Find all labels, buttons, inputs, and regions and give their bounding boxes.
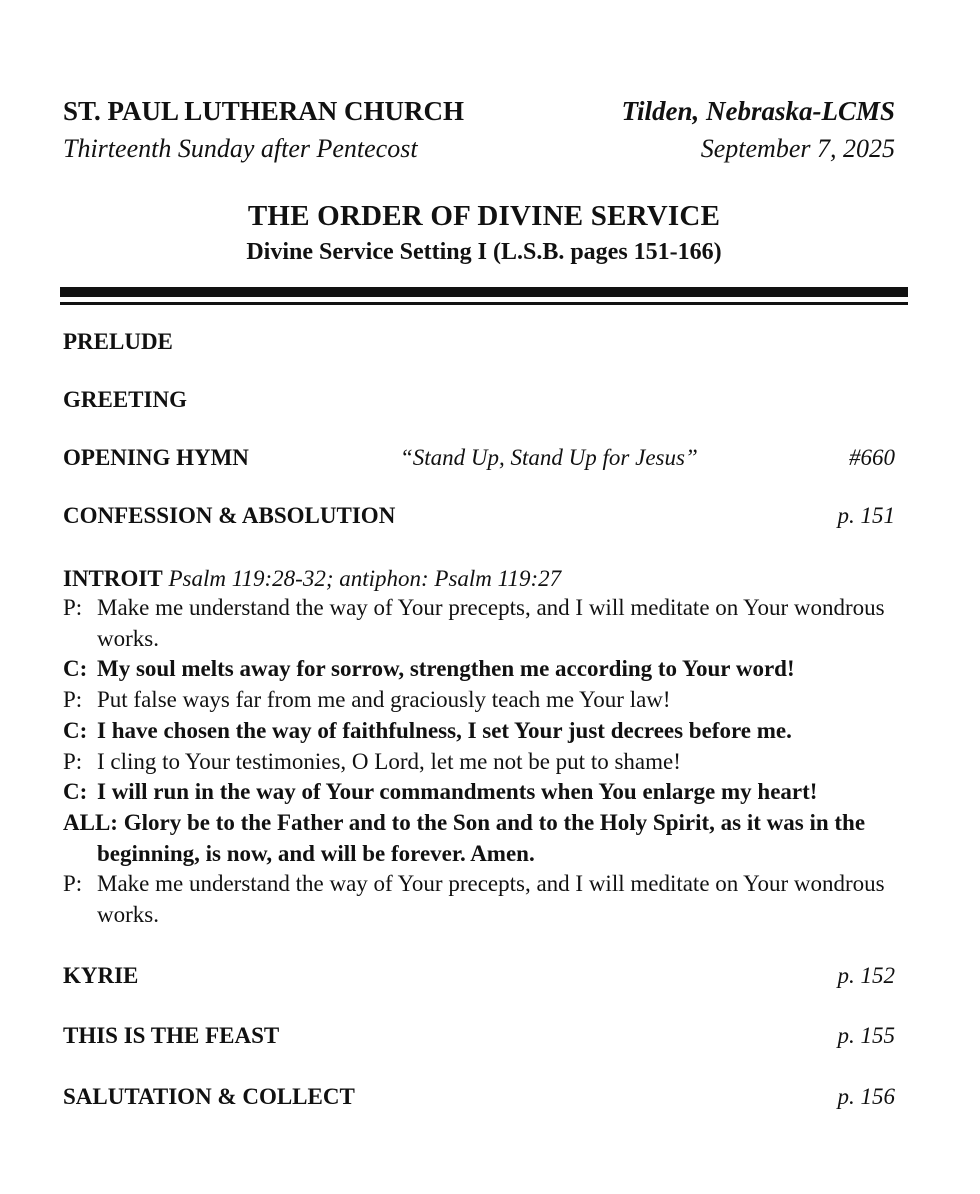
introit-reference: Psalm 119:28-32; antiphon: Psalm 119:27 [168, 566, 562, 591]
introit-label: INTROIT [63, 566, 163, 591]
item-feast [63, 1023, 895, 1049]
speaker: C: [63, 717, 88, 743]
page-subtitle: Divine Service Setting I (L.S.B. pages 151-166) [246, 239, 722, 265]
line-text: I cling to Your testimonies, O Lord, let me not be put to shame! [97, 748, 681, 774]
hymn-number: #660 [849, 445, 895, 470]
item-kyrie [63, 963, 895, 989]
service-date: September 7, 2025 [700, 134, 895, 163]
line-text: Make me understand the way of Your precepts, and I will meditate on Your wondrous works. [97, 595, 885, 651]
introit-line [63, 808, 903, 869]
item-label: GREETING [63, 387, 187, 412]
header-row-bottom [63, 134, 895, 164]
page-ref: p. 155 [837, 1023, 895, 1048]
item-prelude [63, 329, 895, 355]
line-text: My soul melts away for sorrow, strengthen me according to Your word! [97, 656, 795, 682]
hymn-title: “Stand Up, Stand Up for Jesus” [400, 445, 698, 470]
line-text: Glory be to the Father and to the Son and to the Holy Spirit, as it was in the beginning, is now, and will be forever. Amen. [97, 809, 866, 866]
speaker: C: [63, 656, 88, 682]
introit-heading [63, 566, 561, 592]
introit-line [63, 777, 903, 808]
item-label: KYRIE [63, 963, 139, 988]
introit-line [63, 685, 903, 716]
item-label: SALUTATION & COLLECT [63, 1084, 355, 1109]
line-text: I have chosen the way of faithfulness, I set Your just decrees before me. [97, 717, 792, 743]
introit-line [63, 869, 903, 930]
page-ref: p. 151 [837, 503, 895, 528]
item-collect [63, 1084, 895, 1110]
speaker: P: [63, 595, 83, 620]
speaker: P: [63, 748, 83, 774]
item-label: THIS IS THE FEAST [63, 1023, 280, 1048]
speaker: C: [63, 779, 88, 805]
speaker: P: [63, 871, 83, 897]
introit-line [63, 747, 903, 778]
line-text: Make me understand the way of Your precepts, and I will meditate on Your wondrous works. [97, 871, 885, 928]
page-ref: p. 152 [837, 963, 895, 988]
divider-thick [60, 287, 908, 297]
header-row-top [63, 96, 895, 127]
introit-line [63, 716, 903, 747]
speaker: ALL: [63, 809, 118, 835]
page-title: THE ORDER OF DIVINE SERVICE [247, 200, 721, 232]
introit-line [63, 654, 903, 685]
church-location: Tilden, Nebraska-LCMS [621, 96, 895, 126]
introit-line [63, 593, 903, 654]
church-name: ST. PAUL LUTHERAN CHURCH [63, 96, 465, 126]
line-text: I will run in the way of Your commandments when You enlarge my heart! [97, 779, 818, 805]
occasion: Thirteenth Sunday after Pentecost [63, 134, 418, 163]
line-text: Put false ways far from me and graciously teach me Your law! [97, 687, 671, 713]
item-label: OPENING HYMN [63, 445, 249, 470]
item-opening-hymn [63, 445, 895, 471]
introit-lines [63, 593, 903, 931]
item-label: CONFESSION & ABSOLUTION [63, 503, 396, 528]
page-ref: p. 156 [837, 1084, 895, 1109]
divider-thin [60, 302, 908, 305]
item-confession [63, 503, 895, 529]
item-label: PRELUDE [63, 329, 173, 354]
speaker: P: [63, 687, 83, 713]
item-greeting [63, 387, 895, 413]
